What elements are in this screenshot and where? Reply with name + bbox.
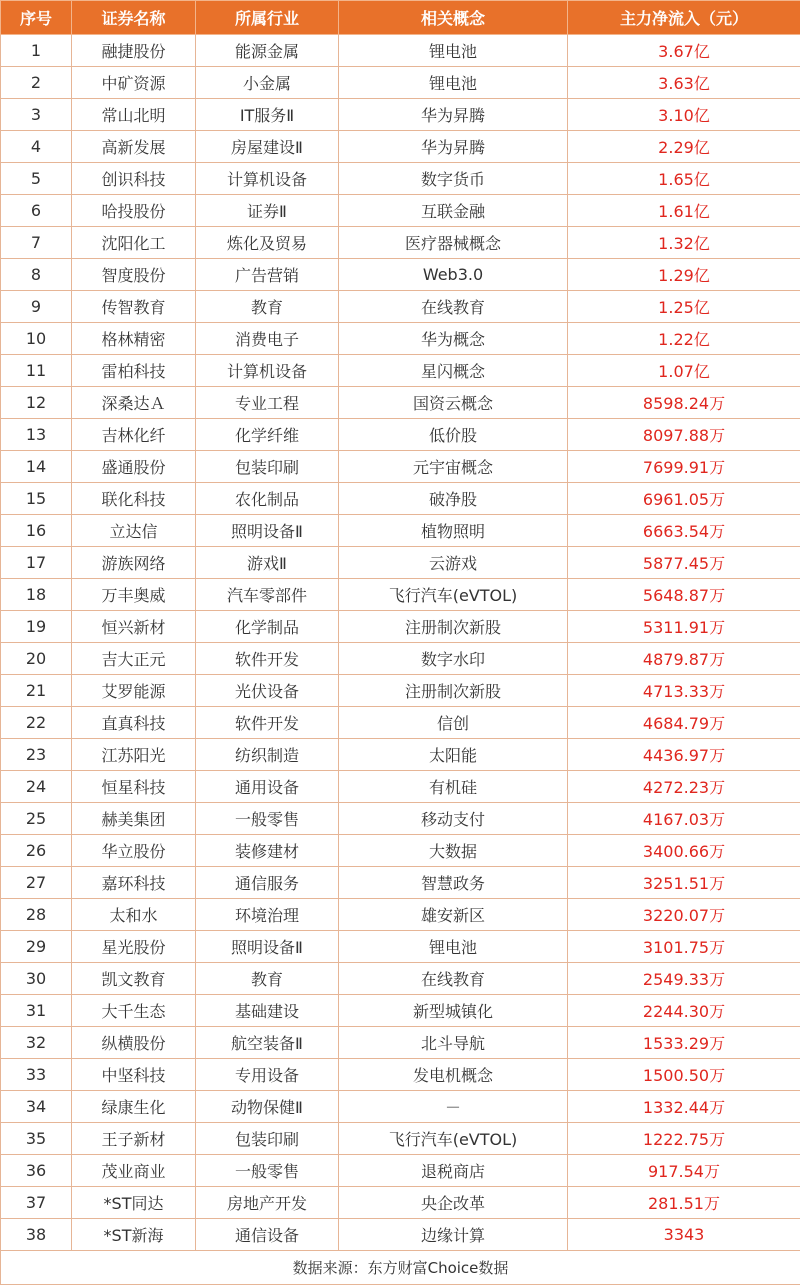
concept-cell: 医疗器械概念 <box>339 227 568 259</box>
concept-cell: 互联金融 <box>339 195 568 227</box>
table-row <box>1 931 800 963</box>
concept-cell: 飞行汽车(eVTOL) <box>339 1123 568 1155</box>
concept-cell: 注册制次新股 <box>339 611 568 643</box>
table-row <box>1 1059 800 1091</box>
net-inflow-cell: 1222.75万 <box>568 1123 800 1155</box>
rank-cell: 6 <box>1 195 72 227</box>
table-row <box>1 643 800 675</box>
rank-cell: 25 <box>1 803 72 835</box>
stock-name-cell: 恒兴新材 <box>72 611 196 643</box>
stock-name-cell: 游族网络 <box>72 547 196 579</box>
table-row <box>1 611 800 643</box>
rank-cell: 12 <box>1 387 72 419</box>
stock-name-cell: 深桑达Ａ <box>72 387 196 419</box>
stock-name-cell: 智度股份 <box>72 259 196 291</box>
rank-cell: 21 <box>1 675 72 707</box>
industry-cell: 照明设备Ⅱ <box>196 931 339 963</box>
rank-cell: 15 <box>1 483 72 515</box>
rank-cell: 24 <box>1 771 72 803</box>
net-inflow-cell: 2549.33万 <box>568 963 800 995</box>
stock-name-cell: 创识科技 <box>72 163 196 195</box>
stock-name-cell: 凯文教育 <box>72 963 196 995</box>
rank-cell: 27 <box>1 867 72 899</box>
rank-cell: 11 <box>1 355 72 387</box>
table-row <box>1 227 800 259</box>
net-inflow-cell: 1.29亿 <box>568 259 800 291</box>
industry-cell: 专用设备 <box>196 1059 339 1091</box>
rank-cell: 1 <box>1 35 72 67</box>
net-inflow-cell: 3101.75万 <box>568 931 800 963</box>
industry-cell: 能源金属 <box>196 35 339 67</box>
net-inflow-cell: 4436.97万 <box>568 739 800 771</box>
table-row <box>1 451 800 483</box>
table-row <box>1 1027 800 1059</box>
concept-cell: 注册制次新股 <box>339 675 568 707</box>
net-inflow-cell: 3400.66万 <box>568 835 800 867</box>
rank-cell: 34 <box>1 1091 72 1123</box>
net-inflow-cell: 917.54万 <box>568 1155 800 1187</box>
industry-cell: 通信设备 <box>196 1219 339 1251</box>
net-inflow-cell: 1.65亿 <box>568 163 800 195</box>
industry-cell: 汽车零部件 <box>196 579 339 611</box>
table-row <box>1 1187 800 1219</box>
concept-cell: 央企改革 <box>339 1187 568 1219</box>
industry-cell: 纺织制造 <box>196 739 339 771</box>
industry-cell: 游戏Ⅱ <box>196 547 339 579</box>
net-inflow-cell: 5648.87万 <box>568 579 800 611</box>
industry-cell: 教育 <box>196 963 339 995</box>
net-inflow-cell: 4167.03万 <box>568 803 800 835</box>
table-row <box>1 419 800 451</box>
net-inflow-cell: 4713.33万 <box>568 675 800 707</box>
industry-cell: 环境治理 <box>196 899 339 931</box>
net-inflow-cell: 6961.05万 <box>568 483 800 515</box>
table-row <box>1 963 800 995</box>
net-inflow-cell: 7699.91万 <box>568 451 800 483</box>
industry-cell: 专业工程 <box>196 387 339 419</box>
table-row <box>1 67 800 99</box>
net-inflow-cell: 281.51万 <box>568 1187 800 1219</box>
rank-cell: 20 <box>1 643 72 675</box>
table-row <box>1 35 800 67</box>
rank-cell: 19 <box>1 611 72 643</box>
concept-cell: 华为昇腾 <box>339 99 568 131</box>
rank-cell: 3 <box>1 99 72 131</box>
concept-cell: 国资云概念 <box>339 387 568 419</box>
stock-name-cell: 中坚科技 <box>72 1059 196 1091</box>
stock-name-cell: 常山北明 <box>72 99 196 131</box>
rank-cell: 14 <box>1 451 72 483</box>
stock-name-cell: *ST新海 <box>72 1219 196 1251</box>
stock-name-cell: 江苏阳光 <box>72 739 196 771</box>
net-inflow-cell: 1.22亿 <box>568 323 800 355</box>
stock-name-cell: 融捷股份 <box>72 35 196 67</box>
rank-cell: 2 <box>1 67 72 99</box>
table-footer <box>1 1251 800 1285</box>
header-industry: 所属行业 <box>196 1 339 35</box>
table-row <box>1 291 800 323</box>
rank-cell: 35 <box>1 1123 72 1155</box>
concept-cell: 新型城镇化 <box>339 995 568 1027</box>
concept-cell: 太阳能 <box>339 739 568 771</box>
concept-cell: 有机硅 <box>339 771 568 803</box>
table-row <box>1 579 800 611</box>
table-row <box>1 99 800 131</box>
industry-cell: 包装印刷 <box>196 451 339 483</box>
industry-cell: 装修建材 <box>196 835 339 867</box>
rank-cell: 37 <box>1 1187 72 1219</box>
header-row <box>1 1 800 35</box>
industry-cell: 广告营销 <box>196 259 339 291</box>
net-inflow-cell: 3220.07万 <box>568 899 800 931</box>
rank-cell: 29 <box>1 931 72 963</box>
rank-cell: 7 <box>1 227 72 259</box>
concept-cell: 信创 <box>339 707 568 739</box>
industry-cell: 计算机设备 <box>196 163 339 195</box>
stock-name-cell: 艾罗能源 <box>72 675 196 707</box>
table-row <box>1 707 800 739</box>
table-row <box>1 1123 800 1155</box>
concept-cell: 发电机概念 <box>339 1059 568 1091</box>
rank-cell: 28 <box>1 899 72 931</box>
concept-cell: 锂电池 <box>339 35 568 67</box>
stock-name-cell: *ST同达 <box>72 1187 196 1219</box>
industry-cell: 基础建设 <box>196 995 339 1027</box>
rank-cell: 16 <box>1 515 72 547</box>
concept-cell: 数字水印 <box>339 643 568 675</box>
rank-cell: 13 <box>1 419 72 451</box>
table-row <box>1 867 800 899</box>
stock-name-cell: 直真科技 <box>72 707 196 739</box>
stock-name-cell: 沈阳化工 <box>72 227 196 259</box>
table-row <box>1 483 800 515</box>
net-inflow-cell: 1500.50万 <box>568 1059 800 1091</box>
industry-cell: 化学制品 <box>196 611 339 643</box>
net-inflow-cell: 3251.51万 <box>568 867 800 899</box>
net-inflow-cell: 1.32亿 <box>568 227 800 259</box>
net-inflow-cell: 2.29亿 <box>568 131 800 163</box>
industry-cell: 消费电子 <box>196 323 339 355</box>
net-inflow-cell: 1332.44万 <box>568 1091 800 1123</box>
industry-cell: 光伏设备 <box>196 675 339 707</box>
net-inflow-cell: 1.25亿 <box>568 291 800 323</box>
industry-cell: 一般零售 <box>196 1155 339 1187</box>
concept-cell: 数字货币 <box>339 163 568 195</box>
table-row <box>1 835 800 867</box>
stock-name-cell: 盛通股份 <box>72 451 196 483</box>
rank-cell: 5 <box>1 163 72 195</box>
stock-name-cell: 吉大正元 <box>72 643 196 675</box>
industry-cell: 通信服务 <box>196 867 339 899</box>
industry-cell: 农化制品 <box>196 483 339 515</box>
stock-name-cell: 星光股份 <box>72 931 196 963</box>
net-inflow-cell: 3.63亿 <box>568 67 800 99</box>
stock-name-cell: 赫美集团 <box>72 803 196 835</box>
table-row <box>1 803 800 835</box>
concept-cell: 移动支付 <box>339 803 568 835</box>
stock-name-cell: 大千生态 <box>72 995 196 1027</box>
stock-name-cell: 华立股份 <box>72 835 196 867</box>
concept-cell: 元宇宙概念 <box>339 451 568 483</box>
industry-cell: 航空装备Ⅱ <box>196 1027 339 1059</box>
net-inflow-cell: 3.10亿 <box>568 99 800 131</box>
rank-cell: 32 <box>1 1027 72 1059</box>
net-inflow-cell: 4684.79万 <box>568 707 800 739</box>
industry-cell: 一般零售 <box>196 803 339 835</box>
rank-cell: 33 <box>1 1059 72 1091</box>
stock-name-cell: 恒星科技 <box>72 771 196 803</box>
table-row <box>1 259 800 291</box>
industry-cell: 软件开发 <box>196 643 339 675</box>
stock-name-cell: 传智教育 <box>72 291 196 323</box>
concept-cell: 雄安新区 <box>339 899 568 931</box>
stock-name-cell: 雷柏科技 <box>72 355 196 387</box>
concept-cell: － <box>339 1091 568 1123</box>
concept-cell: 飞行汽车(eVTOL) <box>339 579 568 611</box>
concept-cell: 北斗导航 <box>339 1027 568 1059</box>
table-header <box>1 1 800 35</box>
net-inflow-cell: 6663.54万 <box>568 515 800 547</box>
industry-cell: 证券Ⅱ <box>196 195 339 227</box>
concept-cell: 星闪概念 <box>339 355 568 387</box>
industry-cell: 化学纤维 <box>196 419 339 451</box>
stock-name-cell: 吉林化纤 <box>72 419 196 451</box>
industry-cell: 软件开发 <box>196 707 339 739</box>
net-inflow-cell: 3343 <box>568 1219 800 1251</box>
stock-name-cell: 中矿资源 <box>72 67 196 99</box>
table-row <box>1 355 800 387</box>
concept-cell: 边缘计算 <box>339 1219 568 1251</box>
rank-cell: 22 <box>1 707 72 739</box>
table-row <box>1 995 800 1027</box>
stock-name-cell: 万丰奥威 <box>72 579 196 611</box>
concept-cell: 智慧政务 <box>339 867 568 899</box>
net-inflow-cell: 1.07亿 <box>568 355 800 387</box>
net-inflow-cell: 4879.87万 <box>568 643 800 675</box>
industry-cell: 小金属 <box>196 67 339 99</box>
stock-name-cell: 哈投股份 <box>72 195 196 227</box>
rank-cell: 31 <box>1 995 72 1027</box>
industry-cell: 通用设备 <box>196 771 339 803</box>
industry-cell: 包装印刷 <box>196 1123 339 1155</box>
net-inflow-cell: 8097.88万 <box>568 419 800 451</box>
net-inflow-cell: 5311.91万 <box>568 611 800 643</box>
stock-name-cell: 绿康生化 <box>72 1091 196 1123</box>
industry-cell: 房地产开发 <box>196 1187 339 1219</box>
stock-name-cell: 嘉环科技 <box>72 867 196 899</box>
data-source-note: 数据来源：东方财富Choice数据 <box>1 1251 800 1285</box>
rank-cell: 9 <box>1 291 72 323</box>
industry-cell: 照明设备Ⅱ <box>196 515 339 547</box>
net-inflow-cell: 8598.24万 <box>568 387 800 419</box>
rank-cell: 23 <box>1 739 72 771</box>
net-inflow-cell: 2244.30万 <box>568 995 800 1027</box>
concept-cell: Web3.0 <box>339 259 568 291</box>
concept-cell: 破净股 <box>339 483 568 515</box>
net-inflow-cell: 1.61亿 <box>568 195 800 227</box>
rank-cell: 4 <box>1 131 72 163</box>
table-row <box>1 195 800 227</box>
table-row <box>1 675 800 707</box>
concept-cell: 华为概念 <box>339 323 568 355</box>
table-row <box>1 131 800 163</box>
net-inflow-cell: 4272.23万 <box>568 771 800 803</box>
concept-cell: 锂电池 <box>339 931 568 963</box>
footer-row <box>1 1251 800 1285</box>
industry-cell: 教育 <box>196 291 339 323</box>
concept-cell: 大数据 <box>339 835 568 867</box>
stock-name-cell: 王子新材 <box>72 1123 196 1155</box>
table-row <box>1 547 800 579</box>
table-row <box>1 1091 800 1123</box>
rank-cell: 17 <box>1 547 72 579</box>
stock-name-cell: 立达信 <box>72 515 196 547</box>
rank-cell: 30 <box>1 963 72 995</box>
rank-cell: 36 <box>1 1155 72 1187</box>
industry-cell: 炼化及贸易 <box>196 227 339 259</box>
header-concept: 相关概念 <box>339 1 568 35</box>
industry-cell: 房屋建设Ⅱ <box>196 131 339 163</box>
net-inflow-cell: 5877.45万 <box>568 547 800 579</box>
stock-name-cell: 茂业商业 <box>72 1155 196 1187</box>
table-row <box>1 387 800 419</box>
rank-cell: 38 <box>1 1219 72 1251</box>
net-inflow-cell: 1533.29万 <box>568 1027 800 1059</box>
table-row <box>1 323 800 355</box>
industry-cell: 计算机设备 <box>196 355 339 387</box>
concept-cell: 华为昇腾 <box>339 131 568 163</box>
concept-cell: 在线教育 <box>339 291 568 323</box>
industry-cell: IT服务Ⅱ <box>196 99 339 131</box>
stock-name-cell: 联化科技 <box>72 483 196 515</box>
concept-cell: 锂电池 <box>339 67 568 99</box>
rank-cell: 8 <box>1 259 72 291</box>
table-row <box>1 739 800 771</box>
industry-cell: 动物保健Ⅱ <box>196 1091 339 1123</box>
concept-cell: 云游戏 <box>339 547 568 579</box>
header-stock-name: 证券名称 <box>72 1 196 35</box>
stock-name-cell: 纵横股份 <box>72 1027 196 1059</box>
rank-cell: 10 <box>1 323 72 355</box>
header-rank: 序号 <box>1 1 72 35</box>
table-row <box>1 1155 800 1187</box>
concept-cell: 在线教育 <box>339 963 568 995</box>
concept-cell: 低价股 <box>339 419 568 451</box>
table-body <box>1 35 800 1251</box>
table-row <box>1 771 800 803</box>
rank-cell: 18 <box>1 579 72 611</box>
stock-name-cell: 太和水 <box>72 899 196 931</box>
net-inflow-cell: 3.67亿 <box>568 35 800 67</box>
rank-cell: 26 <box>1 835 72 867</box>
table-row <box>1 515 800 547</box>
concept-cell: 植物照明 <box>339 515 568 547</box>
table-row <box>1 899 800 931</box>
table-row <box>1 163 800 195</box>
table-row <box>1 1219 800 1251</box>
stock-name-cell: 高新发展 <box>72 131 196 163</box>
concept-cell: 退税商店 <box>339 1155 568 1187</box>
stock-name-cell: 格林精密 <box>72 323 196 355</box>
header-net-inflow: 主力净流入（元） <box>568 1 800 35</box>
